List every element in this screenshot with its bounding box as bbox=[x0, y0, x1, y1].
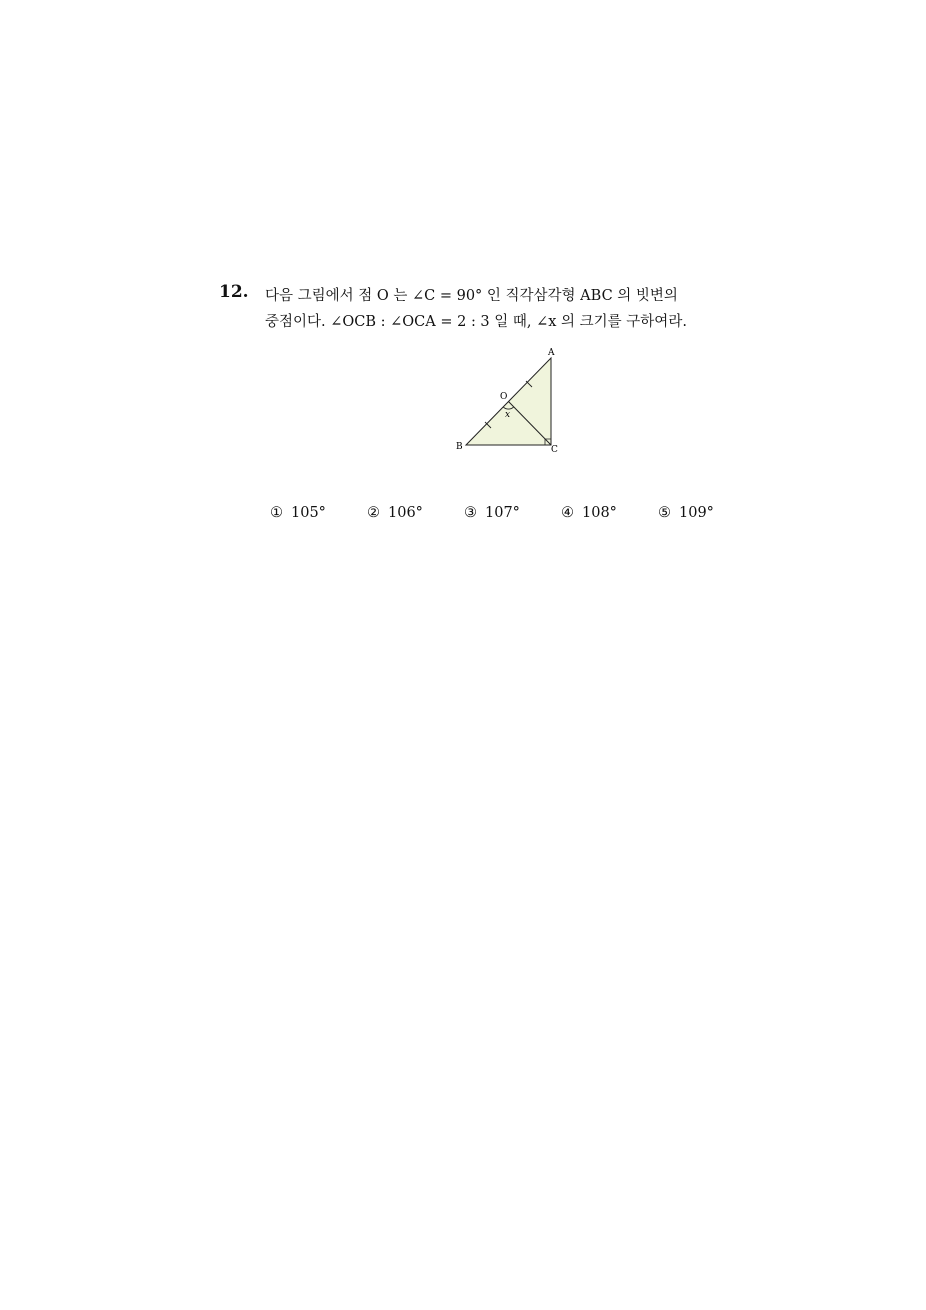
choice-5-mark: ⑤ bbox=[658, 505, 671, 521]
choice-5-text: 109° bbox=[679, 505, 714, 521]
choice-5[interactable] bbox=[658, 505, 714, 521]
label-x: x bbox=[505, 410, 511, 420]
choice-3-text: 107° bbox=[485, 505, 520, 521]
choice-1[interactable] bbox=[270, 505, 326, 521]
choice-4-text: 108° bbox=[582, 505, 617, 521]
label-c: C bbox=[551, 445, 558, 455]
choice-2-text: 106° bbox=[388, 505, 423, 521]
choice-3-mark: ③ bbox=[464, 505, 477, 521]
question-line-1: 다음 그림에서 점 O 는 ∠C = 90° 인 직각삼각형 ABC 의 빗변의 bbox=[265, 288, 678, 304]
label-a: A bbox=[548, 348, 555, 358]
label-b: B bbox=[456, 442, 463, 452]
question-stem bbox=[265, 283, 687, 335]
choice-4[interactable] bbox=[561, 505, 617, 521]
choice-4-mark: ④ bbox=[561, 505, 574, 521]
choice-1-mark: ① bbox=[270, 505, 283, 521]
choice-1-text: 105° bbox=[291, 505, 326, 521]
choice-2-mark: ② bbox=[367, 505, 380, 521]
answer-choices bbox=[270, 505, 740, 525]
question-number: 12. bbox=[219, 282, 249, 302]
triangle-figure bbox=[453, 344, 568, 456]
label-o: O bbox=[500, 392, 508, 402]
choice-3[interactable] bbox=[464, 505, 520, 521]
choice-2[interactable] bbox=[367, 505, 423, 521]
question-line-2: 중점이다. ∠OCB : ∠OCA = 2 : 3 일 때, ∠x 의 크기를 구하여라. bbox=[265, 314, 687, 330]
